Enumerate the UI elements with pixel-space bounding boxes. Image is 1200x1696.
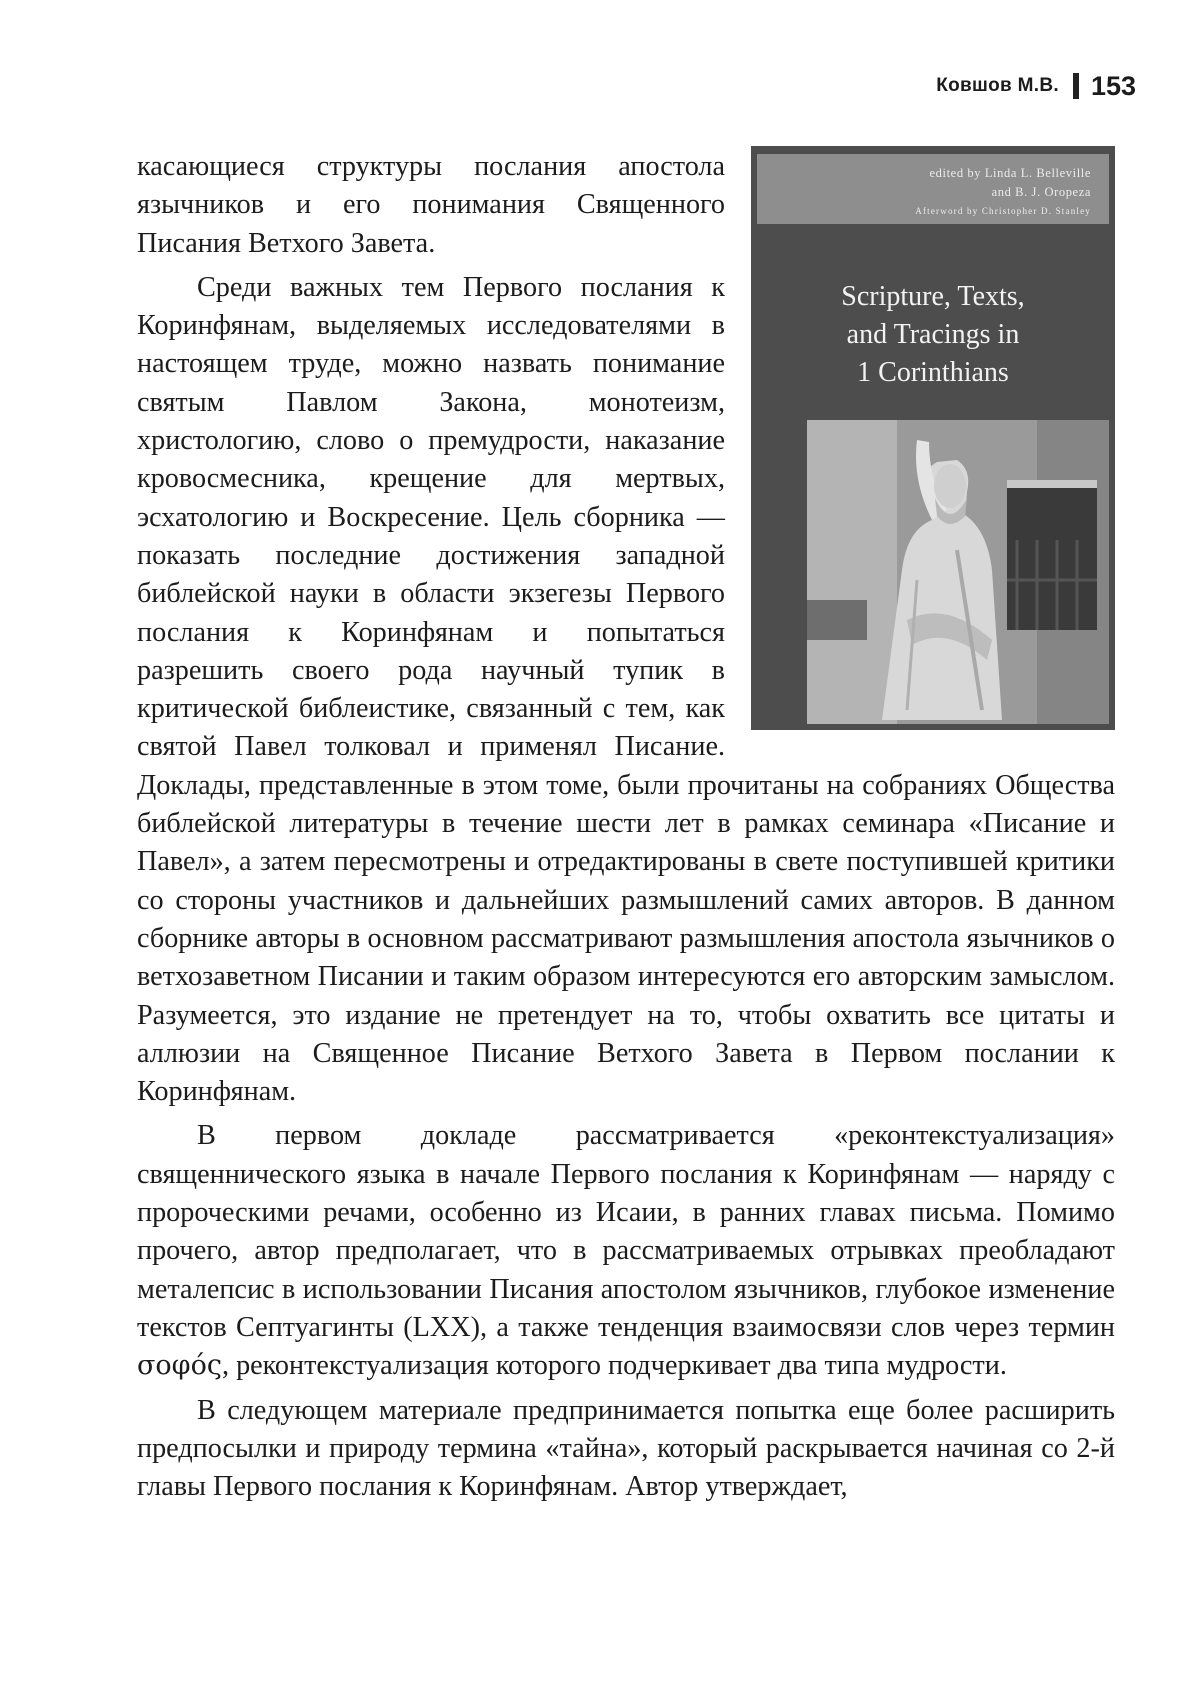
cover-credit-afterword: Afterword by Christopher D. Stanley: [915, 206, 1091, 216]
greek-term: σοφός: [137, 1350, 222, 1382]
cover-title-line: Scripture, Texts,: [841, 281, 1025, 312]
paragraph-3-text-a: В первом докладе рассматривается «реконтекстуализация» священнического языка в начале Первого послания к Коринфянам — наряду с пророческими речами, особенно из Исаии, в ранних главах письма. Помимо прочего, автор предполагает, что в рассматриваемых отрывках преобладают металепсис в использовании Писания апостолом язычников, глубокое изменение текстов Септуагинты (LXX), а также тенденция взаимосвязи слов через термин: [137, 1120, 1115, 1343]
paragraph-3: [137, 1117, 1115, 1385]
cover-title: [751, 278, 1115, 392]
paragraph-3-text-b: , реконтекстуализация которого подчеркивает два типа мудрости.: [221, 1350, 1007, 1382]
running-header: [936, 66, 1136, 106]
paragraph-1: касающиеся структуры послания апостола язычников и его понимания Священного Писания Ветхого Завета.: [137, 151, 725, 259]
running-header-author: Ковшов М.В.: [936, 75, 1059, 96]
body-text: [137, 148, 1115, 1506]
cover-title-line: 1 Corinthians: [857, 357, 1009, 388]
cover-credit-band: [757, 154, 1109, 224]
page-number: 153: [1090, 70, 1136, 101]
paragraph-4: В следующем материале предпринимается попытка еще более расширить предпосылки и природу термина «тайна», который раскрывается начиная со 2-й главы Первого послания к Коринфянам. Автор утверждает,: [137, 1394, 1115, 1503]
paragraph-2: Среди важных тем Первого послания к Коринфянам, выделяемых исследователями в настоящем труде, можно назвать понимание святым Павлом Закона, монотеизм, христологию, слово о премудрости, наказание кровосмесника, крещение для мертвых, эсхатологию и Воскресение. Цель сборника — показать последние достижения западной библейской науки в области экзегезы Первого послания к Коринфянам и попытаться разрешить своего рода научный тупик в критической библеистике, связанный с тем, как святой Павел толковал и применял Писание. Доклады, представленные в этом томе, были прочитаны на собраниях Общества библейской литературы в течение шести лет в рамках семинара «Писание и Павел», а затем пересмотрены и отредактированы в свете поступившей критики со стороны участников и дальнейших размышлений самих авторов. В данном сборнике авторы в основном рассматривают размышления апостола язычников о ветхозаветном Писании и таким образом интересуются его авторским замыслом. Разумеется, это издание не претендует на то, чтобы охватить все цитаты и аллюзии на Священное Писание Ветхого Завета в Первом послании к Коринфянам.: [137, 271, 1115, 1108]
header-divider-bar: [1073, 73, 1079, 99]
statue-photo: [807, 420, 1109, 724]
book-cover-image: [751, 146, 1115, 730]
statue-illustration: [807, 420, 1109, 724]
cover-title-line: and Tracings in: [846, 319, 1020, 350]
cover-credit-editor-2: and B. J. Oropeza: [991, 185, 1091, 199]
cover-credit-editor-1: edited by Linda L. Belleville: [929, 166, 1091, 180]
